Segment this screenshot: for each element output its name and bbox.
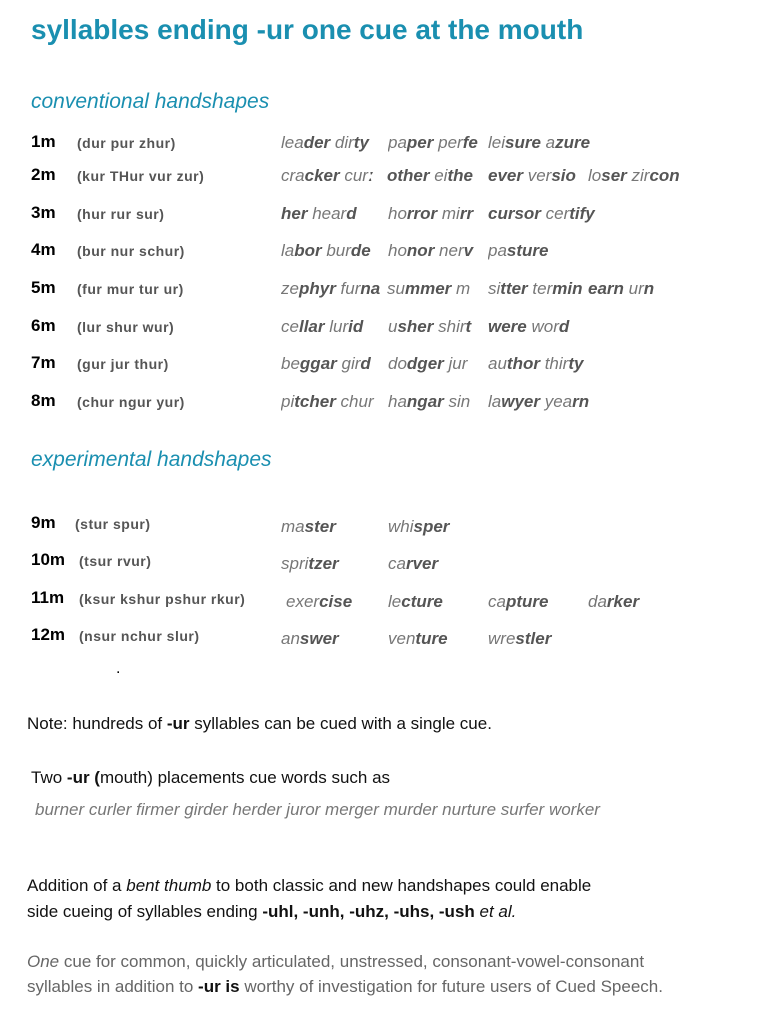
handshape-label: 4m: [31, 240, 56, 259]
example-word: earn urn: [588, 279, 655, 298]
handshape-syllables: (lur shur wur): [77, 319, 175, 335]
example-word: her heard: [281, 204, 357, 223]
example-word: were word: [488, 317, 570, 336]
dot: .: [116, 660, 121, 677]
example-word: dodger jur: [388, 354, 468, 373]
example-word: usher shirt: [388, 317, 472, 336]
example-word: darker: [588, 592, 640, 611]
handshape-label: 10m: [31, 550, 66, 569]
example-word: cursor certify: [488, 204, 595, 223]
handshape-label: 11m: [31, 588, 65, 607]
example-word: leisure azure: [488, 133, 591, 152]
addition-line-2: side cueing of syllables ending -uhl, -unh, -uhz, -uhs, -ush et al.: [27, 902, 517, 921]
example-word: summer m: [387, 279, 471, 298]
handshape-syllables: (tsur rvur): [79, 553, 152, 569]
example-word: leader dirty: [281, 133, 369, 152]
handshape-syllables: (gur jur thur): [77, 356, 169, 372]
handshape-label: 6m: [31, 316, 56, 335]
page-title: syllables ending -ur one cue at the mouth: [31, 14, 584, 45]
example-word: cellar lurid: [281, 317, 364, 336]
note-text: Note: hundreds of -ur syllables can be cued with a single cue.: [27, 714, 492, 733]
handshape-syllables: (hur rur sur): [77, 206, 165, 222]
example-word: loser zircon: [588, 166, 680, 185]
handshape-label: 9m: [31, 513, 56, 532]
example-word: pitcher chur: [281, 392, 374, 411]
handshape-label: 5m: [31, 278, 56, 297]
handshape-syllables: (dur pur zhur): [77, 135, 176, 151]
example-word: capture: [488, 592, 549, 611]
example-word: exercise: [286, 592, 353, 611]
two-placements-text: Two -ur (mouth) placements cue words such as: [31, 768, 391, 787]
example-word: beggar gird: [281, 354, 371, 373]
example-word: pasture: [488, 241, 549, 260]
example-word: wrestler: [488, 629, 552, 648]
example-word: venture: [388, 629, 448, 648]
experimental-heading: experimental handshapes: [31, 448, 272, 471]
one-cue-line-2: syllables in addition to -ur is worthy of investigation for future users of Cued Speech.: [27, 977, 663, 996]
conventional-heading: conventional handshapes: [31, 90, 270, 113]
handshape-syllables: (stur spur): [75, 516, 151, 532]
handshape-label: 2m: [31, 165, 56, 184]
handshape-label: 7m: [31, 353, 56, 372]
example-word: whisper: [388, 517, 450, 536]
handshape-syllables: (bur nur schur): [77, 243, 185, 259]
example-word: answer: [281, 629, 339, 648]
example-word: honor nerv: [388, 241, 474, 260]
example-word: author thirty: [488, 354, 584, 373]
example-word: paper perfe: [388, 133, 478, 152]
handshape-label: 1m: [31, 132, 56, 151]
example-word: zephyr furna: [281, 279, 381, 298]
example-word: sitter termin: [488, 279, 583, 298]
example-word: labor burde: [281, 241, 371, 260]
example-word: lecture: [388, 592, 443, 611]
example-word: master: [281, 517, 336, 536]
handshape-syllables: (ksur kshur pshur rkur): [79, 591, 246, 607]
one-cue-line-1: One cue for common, quickly articulated, unstressed, consonant-vowel-consonant: [27, 952, 645, 971]
handshape-syllables: (fur mur tur ur): [77, 281, 184, 297]
example-word: carver: [388, 554, 439, 573]
example-word: hangar sin: [388, 392, 471, 411]
handshape-label: 8m: [31, 391, 56, 410]
example-word: ever versio: [488, 166, 576, 185]
handshape-label: 12m: [31, 625, 66, 644]
handshape-label: 3m: [31, 203, 56, 222]
handshape-syllables: (kur THur vur zur): [77, 168, 205, 184]
handshape-syllables: (nsur nchur slur): [79, 628, 200, 644]
example-word: spritzer: [281, 554, 339, 573]
example-words: burner curler firmer girder herder juror merger murder nurture surfer worker: [35, 800, 600, 819]
addition-line-1: Addition of a bent thumb to both classic and new handshapes could enable: [27, 876, 592, 895]
example-word: other eithe: [387, 166, 473, 185]
example-word: cracker curː: [281, 166, 374, 185]
example-word: lawyer yearn: [488, 392, 590, 411]
handshape-syllables: (chur ngur yur): [77, 394, 185, 410]
example-word: horror mirr: [388, 204, 474, 223]
